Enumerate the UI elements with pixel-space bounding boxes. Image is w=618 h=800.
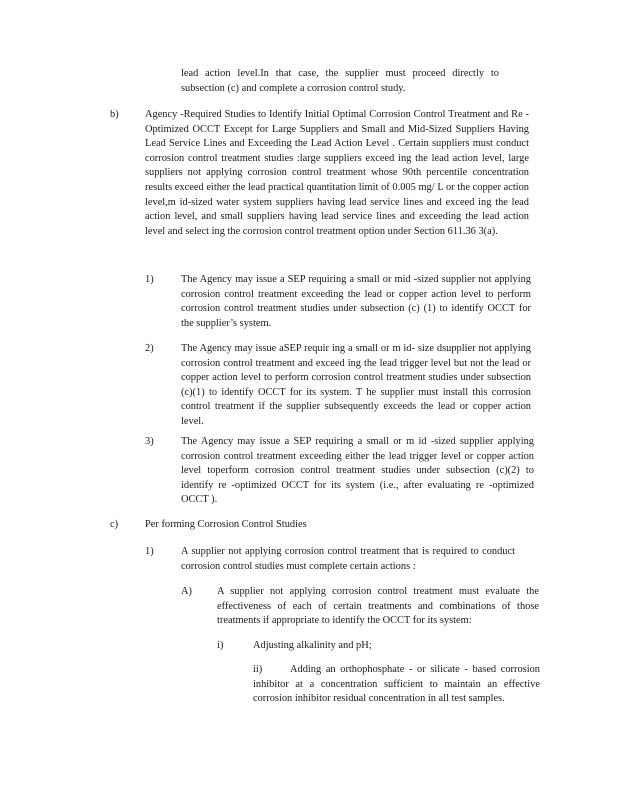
section-c-item-1-paragraph: A supplier not applying corrosion control treatment that is required to conduct corrosion control studies must complete certain actions : <box>181 546 515 572</box>
section-b-label: b) <box>110 109 119 120</box>
section-c-item-ii-paragraph <box>253 663 540 707</box>
section-b-item-2-paragraph: The Agency may issue aSEP requir ing a small or m id- size dsupplier not applying corrosion control treatment and exceed ing the lead trigger level but not the lead or copper action level to perform corrosion control treatment studies under subsection (c)(1) to identify OCCT for its system. T he supplier must install this corrosion control treatment if the supplier subsequently exceeds the lead or copper action level. <box>181 343 531 427</box>
section-c-item-ii-text: Adding an orthophosphate - or silicate - based corrosion inhibitor at a concentration sufficient to maintain an effective corrosion inhibitor residual concentration in all test samples. <box>253 664 540 705</box>
section-c-item-A-label: A) <box>181 586 192 597</box>
section-c-item-1-label: 1) <box>145 546 154 557</box>
section-c-item-i-paragraph: Adjusting alkalinity and pH; <box>253 640 372 651</box>
intro-paragraph: lead action level.In that case, the supplier must proceed directly to subsection (c) and complete a corrosion control study. <box>181 68 499 94</box>
section-b-item-1-label: 1) <box>145 274 154 285</box>
section-b-item-3-label: 3) <box>145 436 154 447</box>
section-c-heading: Per forming Corrosion Control Studies <box>145 519 307 530</box>
section-c-item-i-label: i) <box>217 640 224 651</box>
section-b-item-1-paragraph: The Agency may issue a SEP requiring a small or mid -sized supplier not applying corrosion control treatment exceeding the lead or copper action level to perform corrosion control treatment studies under subsection (c) (1) to identify OCCT for the supplier’s system. <box>181 274 531 329</box>
section-b-item-3-paragraph: The Agency may issue a SEP requiring a small or m id -sized supplier applying corrosion control treatment exceeding either the lead trigger level or copper action level toperform corrosion control treatment studies under subsection (c)(2) to identify re -optimized OCCT for its system (i.e., after evaluating re -optimized OCCT ). <box>181 436 534 506</box>
section-c-item-A-paragraph: A supplier not applying corrosion control treatment must evaluate the effectiveness of each of certain treatments and combinations of those treatments if appropriate to identify the OCCT for its system: <box>217 586 539 627</box>
section-c-label: c) <box>110 519 119 530</box>
section-b-paragraph: Agency -Required Studies to Identify Initial Optimal Corrosion Control Treatment and Re -Optimized OCCT Except for Large Suppliers and Small and Mid-Sized Suppliers Having Lead Service Lines and Exceeding the Lead Action Level . Certain suppliers must conduct corrosion control treatment studies :large suppliers exceed ing the lead action level, large suppliers not applying corrosion control treatment whose 90th percentile concentration results exceed either the lead practical quantitation limit of 0.005 mg/ L or the copper action level,m id-sized water system suppliers having lead service lines and exceed ing the lead action level, and small suppliers having lead service lines and exceeding the lead action level and select ing the corrosion control treatment option under Section 611.36 3(a). <box>145 109 529 237</box>
section-c-item-ii-label: ii) <box>253 664 263 675</box>
section-b-item-2-label: 2) <box>145 343 154 354</box>
